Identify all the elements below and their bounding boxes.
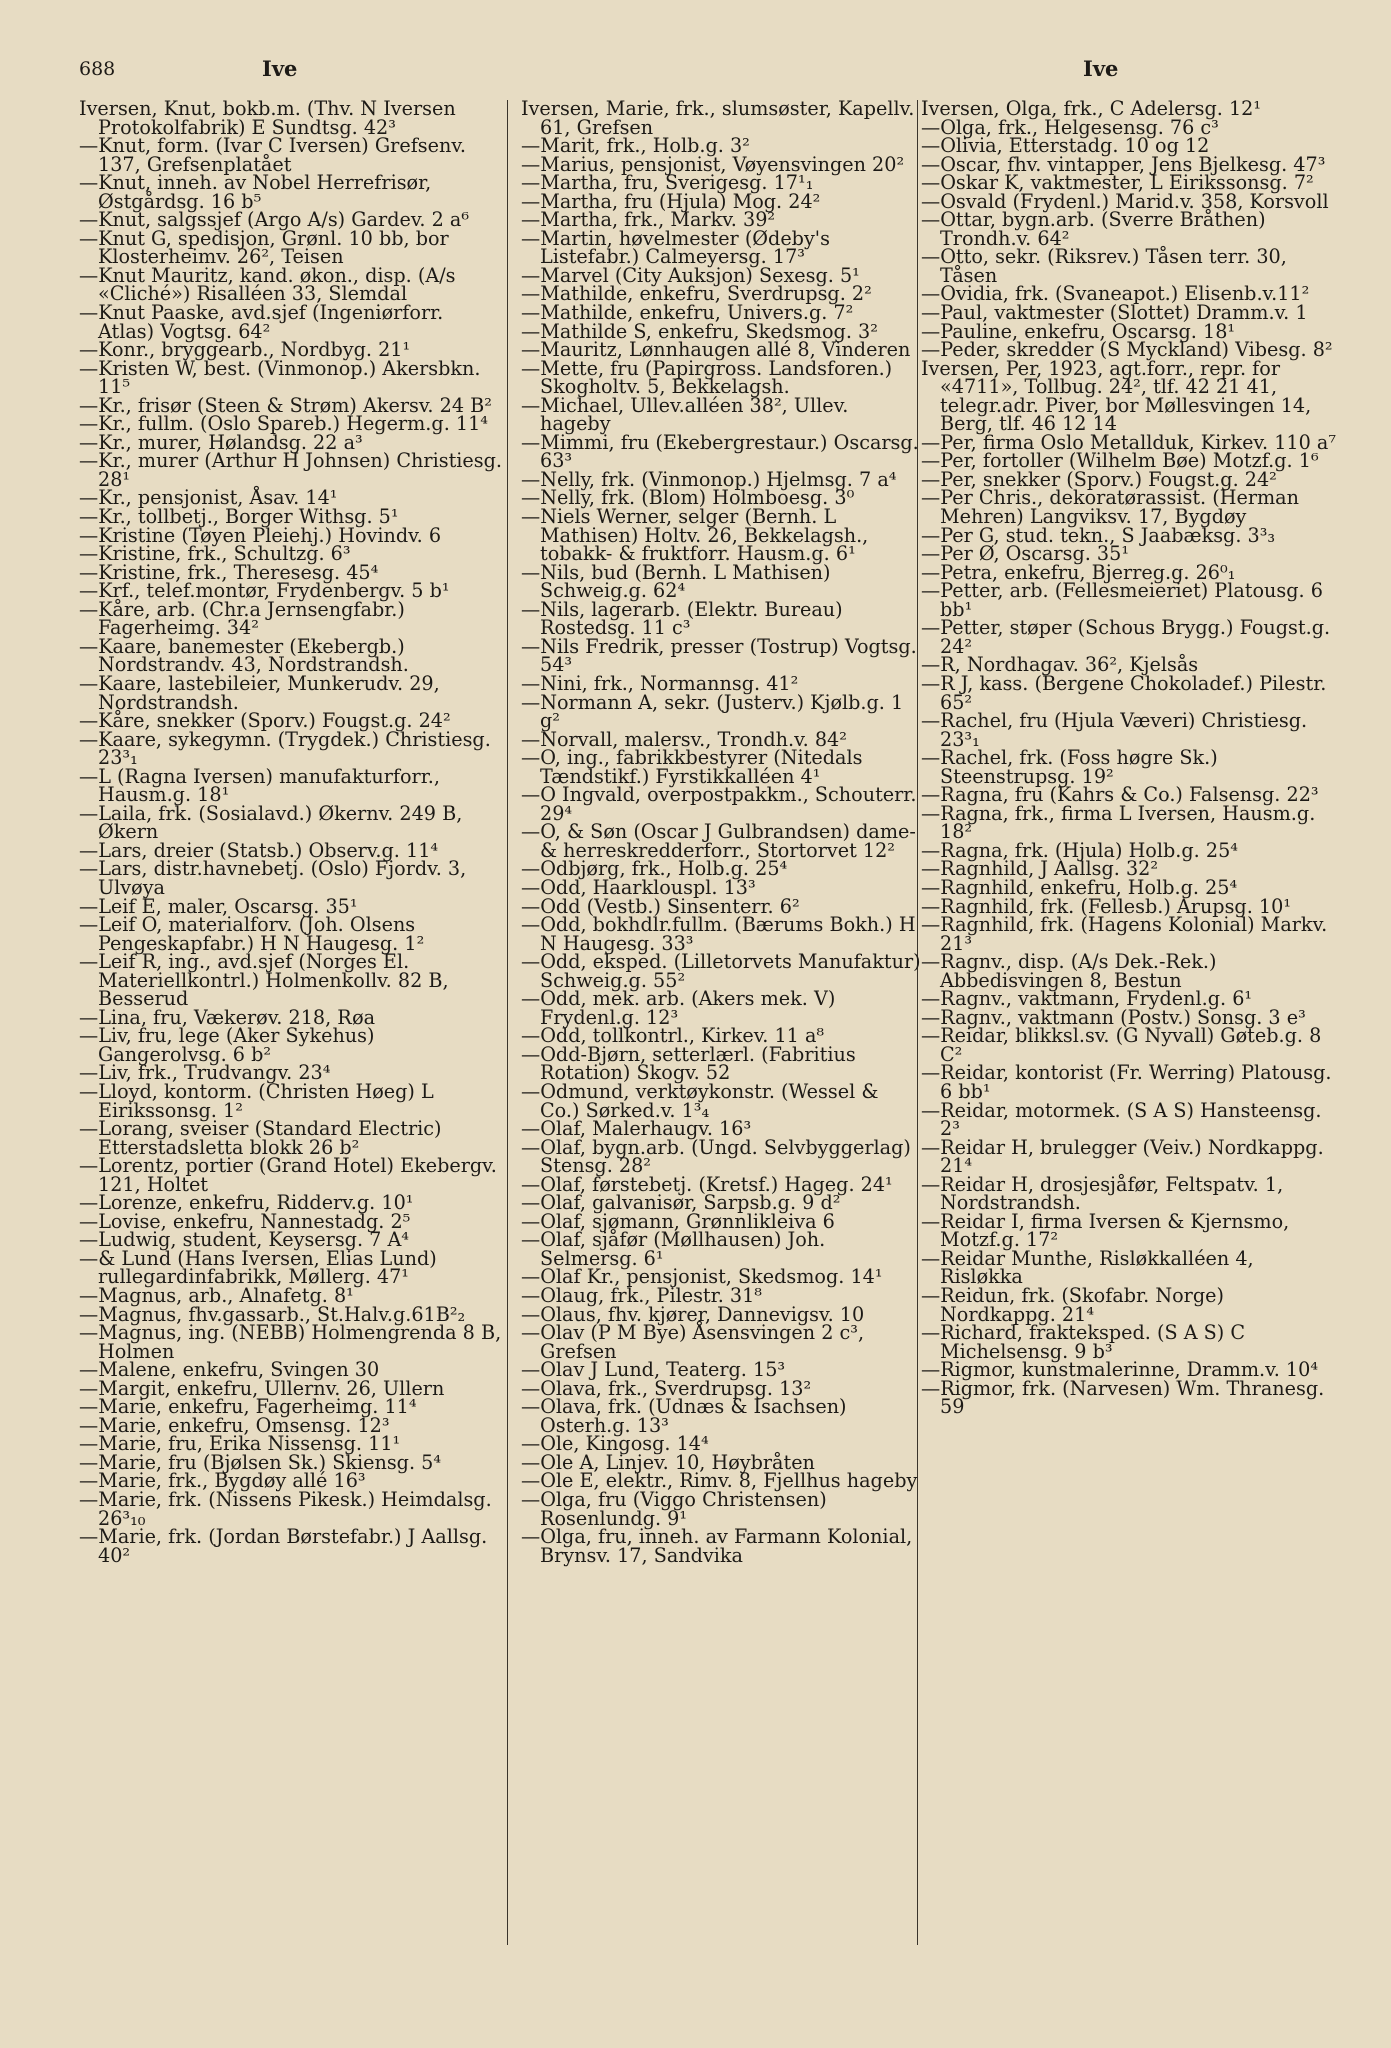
directory-entry: —Norvall, malersv., Trondh.v. 84²	[521, 727, 847, 751]
directory-entry: —& Lund (Hans Iversen, Elias Lund) rullegardinfabrikk, Møllerg. 47¹	[79, 1246, 437, 1289]
directory-entry: —Mette, fru (Papirgross. Landsforen.) Skogholtv. 5, Bekkelagsh.	[521, 356, 893, 399]
directory-entry: —Nils Fredrik, presser (Tostrup) Vogtsg. 54³	[521, 634, 917, 677]
directory-entry: —Osvald (Frydenl.) Marid.v. 358, Korsvoll	[921, 189, 1329, 213]
directory-entry: —Ovidia, frk. (Svaneapot.) Elisenb.v.11²	[921, 282, 1310, 306]
directory-entry: —Kristine, frk., Schultzg. 6³	[79, 542, 351, 566]
directory-entry: —R J, kass. (Bergene Chokoladef.) Pilestr. 65²	[921, 671, 1327, 714]
directory-entry: —Normann A, sekr. (Justerv.) Kjølb.g. 1 g²	[521, 690, 904, 733]
directory-entry: —Olaf, Malerhaugv. 16³	[521, 1117, 752, 1141]
directory-entry: Iversen, Per, 1923, agt.forr., repr. for «4711», Tollbug. 24², tlf. 42 21 41, telegr.adr. Piver, bor Møllesvingen 14, Berg, tlf. 46 12 14	[921, 356, 1312, 436]
directory-entry: —Per G, stud. tekn., S Jaabæksg. 3³₃	[921, 523, 1276, 547]
directory-entry: —Knut, inneh. av Nobel Herrefrisør, Østgårdsg. 16 b⁵	[79, 171, 432, 213]
directory-entry: —Nils, bud (Bernh. L Mathisen) Schweig.g. 62⁴	[521, 560, 831, 603]
directory-entry: —Ragnhild, J Aallsg. 32²	[921, 857, 1159, 881]
directory-entry: —Lina, fru, Vækerøv. 218, Røa	[79, 1005, 376, 1029]
directory-entry: —Liv, frk., Trudvangv. 23⁴	[79, 1061, 331, 1085]
directory-entry: —Knut Paaske, avd.sjef (Ingeniørforr. Atlas) Vogtsg. 64²	[79, 301, 444, 343]
directory-entry: —Mauritz, Lønnhaugen allé 8, Vinderen	[521, 338, 911, 362]
directory-entry: —Marie, enkefru, Fagerheimg. 11⁴	[79, 1395, 417, 1419]
directory-entry: —Ragnv., vaktmann (Postv.) Sonsg. 3 e³	[921, 1005, 1306, 1029]
directory-entry: —Liv, fru, lege (Aker Sykehus) Gangerolvsg. 6 b²	[79, 1024, 375, 1066]
directory-entry: —O, & Søn (Oscar J Gulbrandsen) dame- & herreskredderforr., Stortorvet 12²	[521, 820, 916, 862]
directory-entry: —Olav (P M Bye) Åsensvingen 2 c³, Grefsen	[521, 1321, 865, 1363]
directory-entry: —Malene, enkefru, Svingen 30	[79, 1358, 380, 1382]
directory-entry: —Ottar, bygn.arb. (Sverre Bråthen) Trondh.v. 64²	[921, 208, 1266, 250]
directory-entry: Iversen, Knut, bokb.m. (Thv. N Iversen Protokolfabrik) E Sundtsg. 42³	[79, 100, 456, 139]
directory-entry: —Odmund, verktøykonstr. (Wessel & Co.) Sørked.v. 1³₄	[521, 1079, 879, 1122]
directory-entry: —Mathilde, enkefru, Univers.g. 7²	[521, 301, 854, 325]
directory-entry: —Rigmor, frk. (Narvesen) Wm. Thranesg. 59	[921, 1376, 1325, 1419]
directory-entry: —Martha, fru (Hjula) Mog. 24²	[521, 189, 821, 213]
page-number: 688	[79, 58, 116, 80]
directory-entry: —Lloyd, kontorm. (Christen Høeg) L Eirikssonsg. 1²	[79, 1079, 434, 1122]
directory-entry: —Odd, bokhdlr.fullm. (Bærums Bokh.) H N Haugesg. 33³	[521, 913, 916, 955]
directory-entry: —Ragnhild, frk. (Fellesb.) Arupsg. 10¹	[921, 894, 1292, 918]
directory-entry: —Petra, enkefru, Bjerreg.g. 26⁰₁	[921, 560, 1236, 584]
directory-entry: —Petter, arb. (Fellesmeieriet) Platousg. 6 bb¹	[921, 579, 1323, 621]
directory-entry: —Olava, frk., Sverdrupsg. 13²	[521, 1376, 812, 1400]
directory-entry: —Olaf, førstebetj. (Kretsf.) Hageg. 24¹	[521, 1172, 893, 1196]
directory-entry: —Laila, frk. (Sosialavd.) Økernv. 249 B, Økern	[79, 801, 463, 844]
directory-entry: —Kr., murer, Hølandsg. 22 a³	[79, 430, 363, 454]
directory-column-3	[921, 100, 1341, 2020]
directory-entry: —Odd, tollkontrl., Kirkev. 11 a⁸	[521, 1024, 825, 1048]
directory-entry: —Olaf, sjåfør (Møllhausen) Joh. Selmersg. 6¹	[521, 1228, 826, 1270]
directory-entry: —Olaus, fhv. kjører, Dannevigsv. 10	[521, 1302, 865, 1326]
directory-entry: —Kristen W, best. (Vinmonop.) Akersbkn. 11⁵	[79, 356, 481, 399]
directory-entry: —Martha, frk., Markv. 39²	[521, 208, 776, 232]
directory-entry: —Nini, frk., Normannsg. 41²	[521, 671, 799, 695]
directory-entry: —Mathilde S, enkefru, Skedsmog. 3²	[521, 319, 878, 343]
directory-entry: —Olivia, Etterstadg. 10 og 12	[921, 134, 1210, 158]
directory-entry: —Leif E, maler, Oscarsg. 35¹	[79, 894, 358, 918]
directory-entry: Iversen, Olga, frk., C Adelersg. 12¹	[921, 100, 1262, 120]
directory-entry: —Martin, høvelmester (Ødeby's Listefabr.) Calmeyersg. 17³	[521, 226, 830, 269]
directory-entry: —Ragnhild, frk. (Hagens Kolonial) Markv. 21³	[921, 913, 1328, 955]
directory-entry: —Olaf, galvanisør, Sarpsb.g. 9 d²	[521, 1191, 841, 1215]
directory-entry: —O, ing., fabrikkbestyrer (Nitedals Tændstikf.) Fyrstikkalléen 4¹	[521, 746, 863, 788]
directory-entry: —Reidar H, brulegger (Veiv.) Nordkappg. 21⁴	[921, 1135, 1324, 1178]
directory-entry: —Odbjørg, frk., Holb.g. 25⁴	[521, 857, 788, 881]
directory-entry: —Odd-Bjørn, setterlærl. (Fabritius Rotation) Skogv. 52	[521, 1042, 856, 1085]
directory-entry: —Nils, lagerarb. (Elektr. Bureau) Rostedsg. 11 c³	[521, 597, 843, 640]
directory-entry: —Per, fortoller (Wilhelm Bøe) Motzf.g. 1⁶	[921, 449, 1319, 473]
directory-entry: —Marie, frk. (Jordan Børstefabr.) J Aallsg. 40²	[79, 1525, 488, 1567]
directory-entry: —Oscar, fhv. vintapper, Jens Bjelkesg. 47³	[921, 152, 1326, 176]
directory-entry: —Olav J Lund, Teaterg. 15³	[521, 1358, 786, 1382]
directory-entry: —Olaug, frk., Pilestr. 31⁸	[521, 1284, 762, 1307]
directory-entry: Iversen, Marie, frk., slumsøster, Kapellv. 61, Grefsen	[521, 100, 915, 139]
directory-entry: —Kr., pensjonist, Åsav. 14¹	[79, 486, 338, 510]
directory-entry: —Krf., telef.montør, Frydenbergv. 5 b¹	[79, 579, 450, 603]
directory-entry: —Kåre, arb. (Chr.a Jernsengfabr.) Fagerheimg. 34²	[79, 597, 405, 640]
directory-entry: —Olaf, sjømann, Grønnlikleiva 6	[521, 1209, 835, 1233]
directory-column-2	[521, 100, 921, 2020]
directory-entry: —Marie, fru (Bjølsen Sk.) Skiensg. 5⁴	[79, 1450, 442, 1474]
directory-entry: —Kristine (Tøyen Pleiehj.) Hovindv. 6	[79, 523, 442, 547]
directory-entry: —Magnus, arb., Alnafetg. 8¹	[79, 1284, 354, 1307]
directory-entry: —Odd, mek. arb. (Akers mek. V) Frydenl.g. 12³	[521, 987, 836, 1029]
directory-entry: —Niels Werner, selger (Bernh. L Mathisen) Holtv. 26, Bekkelagsh., tobakk- & fruktforr. Hausm.g. 6¹	[521, 505, 869, 566]
directory-entry: —Peder, skredder (S Myckland) Vibesg. 8²	[921, 338, 1333, 362]
directory-entry: —Otto, sekr. (Riksrev.) Tåsen terr. 30, Tåsen	[921, 245, 1287, 287]
directory-entry: —Rigmor, kunstmalerinne, Dramm.v. 10⁴	[921, 1358, 1319, 1382]
directory-entry: —Rachel, fru (Hjula Væveri) Christiesg. 23³₁	[921, 709, 1308, 751]
directory-entry: —Kristine, frk., Theresesg. 45⁴	[79, 560, 379, 584]
directory-entry: —Leif O, materialforv. (Joh. Olsens Pengeskapfabr.) H N Haugesg. 1²	[79, 913, 425, 955]
directory-entry: —Odd (Vestb.) Sinsenterr. 6²	[521, 894, 800, 918]
directory-entry: —Per, snekker (Sporv.) Fougst.g. 24²	[921, 467, 1277, 491]
directory-entry: —Reidar I, firma Iversen & Kjernsmo, Motzf.g. 17²	[921, 1209, 1290, 1252]
directory-entry: —Oskar K, vaktmester, L Eirikssonsg. 7²	[921, 171, 1314, 195]
directory-entry: —Magnus, ing. (NEBB) Holmengrenda 8 B, Holmen	[79, 1321, 502, 1363]
directory-entry: —Konr., bryggearb., Nordbyg. 21¹	[79, 338, 411, 362]
directory-entry: —Ragnv., vaktmann, Frydenl.g. 6¹	[921, 987, 1253, 1011]
directory-entry: —Rachel, frk. (Foss høgre Sk.) Steenstrupsg. 19²	[921, 746, 1218, 788]
directory-entry: —Marius, pensjonist, Vøyensvingen 20²	[521, 152, 905, 176]
directory-entry: —Ragnv., disp. (A/s Dek.-Rek.) Abbedisvingen 8, Bestun	[921, 950, 1217, 992]
directory-entry: —Lovise, enkefru, Nannestadg. 2⁵	[79, 1209, 411, 1233]
directory-entry: —Reidar Munthe, Risløkkalléen 4, Risløkka	[921, 1246, 1254, 1289]
directory-entry: —Knut, salgssjef (Argo A/s) Gardev. 2 a⁶	[79, 208, 470, 232]
directory-entry: —Margit, enkefru, Ullernv. 26, Ullern	[79, 1376, 445, 1400]
directory-entry: —Michael, Ullev.alléen 38², Ullev. hageby	[521, 393, 849, 436]
directory-entry: —L (Ragna Iversen) manufakturforr., Hausm.g. 18¹	[79, 764, 440, 807]
directory-entry: —Ole E, elektr., Rimv. 8, Fjellhus hageby	[521, 1469, 918, 1493]
directory-entry: —Per, firma Oslo Metallduk, Kirkev. 110 a⁷	[921, 430, 1337, 454]
directory-entry: —Leif R, ing., avd.sjef (Norges El. Materiellkontrl.) Holmenkollv. 82 B, Besserud	[79, 950, 449, 1011]
directory-entry: —Richard, frakteksped. (S A S) C Michelsensg. 9 b³	[921, 1321, 1246, 1363]
directory-entry: —Ragna, frk., firma L Iversen, Hausm.g. 18²	[921, 801, 1316, 844]
directory-entry: —Olaf Kr., pensjonist, Skedsmog. 14¹	[521, 1265, 883, 1289]
directory-entry: —Odd, eksped. (Lilletorvets Manufaktur) Schweig.g. 55²	[521, 950, 921, 992]
directory-entry: —Marie, enkefru, Omsensg. 12³	[79, 1413, 390, 1437]
directory-entry: —Petter, støper (Schous Brygg.) Fougst.g. 24²	[921, 616, 1331, 658]
running-head-left: Ive	[262, 56, 298, 81]
directory-entry: —R, Nordhagav. 36², Kjelsås	[921, 653, 1199, 677]
directory-entry: —Kaare, banemester (Ekebergb.) Nordstrandv. 43, Nordstrandsh.	[79, 634, 409, 677]
directory-entry: —Olga, fru, inneh. av Farmann Kolonial, Brynsv. 17, Sandvika	[521, 1525, 913, 1567]
directory-entry: —Ragnhild, enkefru, Holb.g. 25⁴	[921, 875, 1238, 899]
directory-entry: —Marit, frk., Holb.g. 3²	[521, 134, 750, 158]
directory-entry: —Mimmi, fru (Ekebergrestaur.) Oscarsg. 63³	[521, 430, 919, 473]
directory-entry: —Pauline, enkefru, Oscarsg. 18¹	[921, 319, 1236, 343]
directory-entry: —Marie, frk. (Nissens Pikesk.) Heimdalsg. 26³₁₀	[79, 1488, 492, 1530]
directory-entry: —Kaare, lastebileier, Munkerudv. 29, Nordstrandsh.	[79, 671, 440, 714]
directory-entry: —Reidar, blikksl.sv. (G Nyvall) Gøteb.g. 8 C²	[921, 1024, 1322, 1066]
directory-entry: —Reidun, frk. (Skofabr. Norge) Nordkappg. 21⁴	[921, 1284, 1224, 1326]
directory-entry: —Marie, frk., Bygdøy allé 16³	[79, 1469, 366, 1493]
directory-entry: —Ludwig, student, Keysersg. 7 A⁴	[79, 1228, 410, 1252]
directory-column-1	[79, 100, 502, 2020]
directory-entry: —Reidar, motormek. (S A S) Hansteensg. 2³	[921, 1098, 1322, 1141]
directory-entry: —Kr., murer (Arthur H Johnsen) Christiesg. 28¹	[79, 449, 502, 491]
directory-entry: —Kr., tollbetj., Borger Withsg. 5¹	[79, 505, 399, 529]
directory-entry: —Magnus, fhv.gassarb., St.Halv.g.61B²₂	[79, 1302, 466, 1326]
directory-entry: —Nelly, frk. (Vinmonop.) Hjelmsg. 7 a⁴	[521, 467, 897, 491]
directory-entry: —Ragna, frk. (Hjula) Holb.g. 25⁴	[921, 838, 1238, 862]
directory-entry: —Knut Mauritz, kand. økon., disp. (A/s «Cliché») Risalléen 33, Slemdal	[79, 263, 456, 306]
directory-entry: —Per Ø, Oscarsg. 35¹	[921, 542, 1130, 566]
directory-entry: —Kåre, snekker (Sporv.) Fougst.g. 24²	[79, 709, 451, 733]
directory-entry: —Olaf, bygn.arb. (Ungd. Selvbyggerlag) Stensg. 28²	[521, 1135, 911, 1178]
directory-entry: —O Ingvald, overpostpakkm., Schouterr. 29⁴	[521, 783, 917, 825]
directory-entry: —Nelly, frk. (Blom) Holmboesg. 3⁰	[521, 486, 855, 510]
column-divider	[507, 100, 508, 1945]
directory-entry: —Marvel (City Auksjon) Sexesg. 5¹	[521, 263, 860, 287]
directory-entry: —Marie, fru, Erika Nissensg. 11¹	[79, 1432, 401, 1456]
directory-entry: —Mathilde, enkefru, Sverdrupsg. 2²	[521, 282, 872, 306]
directory-entry: —Kr., frisør (Steen & Strøm) Akersv. 24 B²	[79, 393, 492, 417]
running-head-right: Ive	[1083, 56, 1119, 81]
directory-entry: —Kr., fullm. (Oslo Spareb.) Hegerm.g. 11⁴	[79, 412, 488, 436]
directory-entry: —Lorang, sveiser (Standard Electric) Etterstadsletta blokk 26 b²	[79, 1117, 442, 1159]
directory-entry: —Olga, frk., Helgesensg. 76 c³	[921, 115, 1219, 139]
directory-entry: —Per Chris., dekoratørassist. (Herman Mehren) Langviksv. 17, Bygdøy	[921, 486, 1299, 529]
directory-entry: —Kaare, sykegymn. (Trygdek.) Christiesg. 23³₁	[79, 727, 491, 770]
directory-entry: —Reidar H, drosjesjåfør, Feltspatv. 1, Nordstrandsh.	[921, 1172, 1284, 1215]
directory-entry: —Ole, Kingosg. 14⁴	[521, 1432, 709, 1456]
directory-entry: —Knut, form. (Ivar C Iversen) Grefsenv. 137, Grefsenplatået	[79, 134, 467, 176]
directory-entry: —Lars, distr.havnebetj. (Oslo) Fjordv. 3, Ulvøya	[79, 857, 467, 899]
directory-entry: —Lorenze, enkefru, Ridderv.g. 10¹	[79, 1191, 414, 1215]
directory-entry: —Knut G, spedisjon, Grønl. 10 bb, bor Klosterheimv. 26², Teisen	[79, 226, 449, 269]
directory-entry: —Lars, dreier (Statsb.) Observ.g. 11⁴	[79, 838, 439, 862]
directory-entry: —Ragna, fru (Kahrs & Co.) Falsensg. 22³	[921, 783, 1319, 807]
directory-entry: —Lorentz, portier (Grand Hotel) Ekebergv. 121, Holtet	[79, 1154, 497, 1196]
directory-entry: —Reidar, kontorist (Fr. Werring) Platousg. 6 bb¹	[921, 1061, 1332, 1103]
directory-entry: —Olga, fru (Viggo Christensen) Rosenlundg. 9¹	[521, 1488, 827, 1530]
directory-entry: —Paul, vaktmester (Slottet) Dramm.v. 1	[921, 301, 1308, 325]
directory-entry: —Odd, Haarklouspl. 13³	[521, 875, 756, 899]
directory-entry: —Martha, fru, Sverigesg. 17¹₁	[521, 171, 814, 195]
directory-entry: —Ole A, Linjev. 10, Høybråten	[521, 1450, 815, 1474]
directory-entry: —Olava, frk. (Udnæs & Isachsen) Osterh.g. 13³	[521, 1395, 847, 1437]
